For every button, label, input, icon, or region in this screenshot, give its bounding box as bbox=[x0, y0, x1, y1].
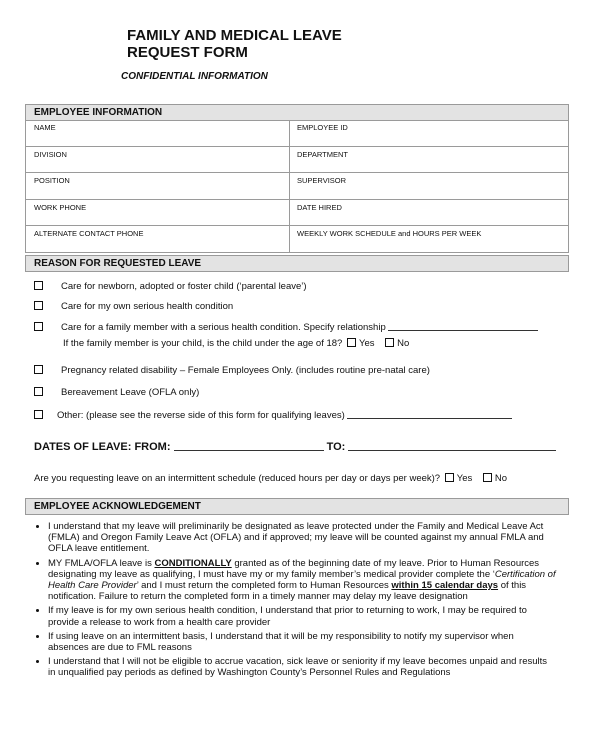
certification-text: Certification of Health Care Provider bbox=[48, 568, 556, 592]
pregnancy-label: Pregnancy related disability – Female Employees Only. (includes routine pre-natal care) bbox=[61, 365, 430, 376]
ack-item-preliminary: • I understand that my leave will preliminarily be designated as leave protected under the Family and Medical Leave Act (FMLA) and Oregon Family Leave Act (OFLA) and if approved; my leave will be counted against my annual FMLA and OFLA leave entitlement. bbox=[48, 521, 556, 555]
family-member-label: Care for a family member with a serious health condition. Specify relationship bbox=[61, 322, 386, 333]
relationship-field[interactable] bbox=[388, 321, 538, 331]
to-date-field[interactable] bbox=[348, 441, 556, 451]
acknowledgement-list bbox=[36, 521, 556, 682]
other-checkbox[interactable] bbox=[34, 410, 43, 419]
child-yes-checkbox[interactable] bbox=[347, 338, 356, 347]
title-line-1: FAMILY AND MEDICAL LEAVE bbox=[127, 27, 342, 44]
conditionally-text: CONDITIONALLY bbox=[154, 557, 232, 569]
employee-info-grid bbox=[25, 120, 569, 253]
form-title bbox=[127, 27, 342, 61]
intermittent-label: Are you requesting leave on an intermittent schedule (reduced hours per day or days per week)? bbox=[34, 473, 441, 484]
ack-item-conditional: • MY FMLA/OFLA leave is CONDITIONALLY granted as of the beginning date of my leave. Prior to Human Resources designating my leave as qualifying, I must have my or my family member’s medical provider complete the ‘Certification of Health Care Provider’ and I must return the completed form to Human Resources within 15 calendar days of this notification. Failure to return the completed form in a timely manner may delay my leave designation bbox=[48, 558, 556, 603]
child-yes-label: Yes bbox=[358, 338, 375, 349]
employee-info-row bbox=[26, 226, 568, 253]
date-hired-field[interactable]: DATE HIRED bbox=[289, 200, 568, 226]
intermittent-yes-label: Yes bbox=[456, 473, 473, 484]
parental-leave-checkbox[interactable] bbox=[34, 281, 43, 290]
dates-of-leave bbox=[34, 441, 556, 453]
intermittent-no-label: No bbox=[494, 473, 508, 484]
employee-info-row bbox=[26, 200, 568, 227]
child-under-18-question bbox=[63, 338, 409, 349]
division-field[interactable]: DIVISION bbox=[34, 149, 67, 159]
other-field[interactable] bbox=[347, 409, 512, 419]
bereavement-checkbox[interactable] bbox=[34, 387, 43, 396]
intermittent-no-checkbox[interactable] bbox=[483, 473, 492, 482]
employee-info-row bbox=[26, 120, 568, 147]
option-own-health[interactable] bbox=[34, 301, 233, 312]
acknowledgement-heading: EMPLOYEE ACKNOWLEDGEMENT bbox=[25, 498, 569, 515]
option-other[interactable] bbox=[34, 409, 512, 421]
employee-info-row bbox=[26, 173, 568, 200]
to-label: TO: bbox=[326, 441, 346, 453]
from-label: FROM: bbox=[134, 441, 171, 453]
from-date-field[interactable] bbox=[174, 441, 324, 451]
ack-item-intermittent: • If using leave on an intermittent basis, I understand that it will be my responsibility to notify my supervisor when absences are due to FML reasons bbox=[48, 631, 556, 653]
name-field[interactable]: NAME bbox=[34, 123, 56, 132]
ack-item-release: • If my leave is for my own serious health condition, I understand that prior to returning to work, I may be required to provide a release to work from a health care provider bbox=[48, 605, 556, 627]
option-pregnancy[interactable] bbox=[34, 365, 430, 376]
employee-id-field[interactable]: EMPLOYEE ID bbox=[289, 120, 568, 146]
deadline-text: within 15 calendar days bbox=[391, 580, 499, 592]
pregnancy-checkbox[interactable] bbox=[34, 365, 43, 374]
child-no-label: No bbox=[397, 338, 410, 349]
supervisor-field[interactable]: SUPERVISOR bbox=[289, 173, 568, 199]
alternate-contact-phone-field[interactable]: ALTERNATE CONTACT PHONE bbox=[34, 229, 144, 239]
option-parental-leave[interactable] bbox=[34, 281, 307, 292]
dates-label: DATES OF LEAVE: bbox=[34, 441, 132, 453]
confidential-label: CONFIDENTIAL INFORMATION bbox=[121, 71, 268, 82]
employee-info-heading: EMPLOYEE INFORMATION bbox=[25, 104, 569, 121]
intermittent-yes-checkbox[interactable] bbox=[445, 473, 454, 482]
ack-item-accrual: • I understand that I will not be eligible to accrue vacation, sick leave or seniority if my leave becomes unpaid and results in unqualified pay periods as defined by Washington County’s Personnel Rules and Regulations bbox=[48, 656, 556, 678]
own-health-label: Care for my own serious health condition bbox=[61, 301, 234, 312]
department-field[interactable]: DEPARTMENT bbox=[289, 147, 568, 173]
position-field[interactable]: POSITION bbox=[34, 176, 70, 186]
other-label: Other: (please see the reverse side of this form for qualifying leaves) bbox=[57, 410, 345, 421]
work-phone-field[interactable]: WORK PHONE bbox=[34, 202, 87, 212]
title-line-2: REQUEST FORM bbox=[127, 44, 248, 61]
intermittent-question bbox=[34, 473, 507, 484]
employee-info-row bbox=[26, 147, 568, 174]
option-bereavement[interactable] bbox=[34, 387, 199, 398]
family-member-checkbox[interactable] bbox=[34, 322, 43, 331]
bereavement-label: Bereavement Leave (OFLA only) bbox=[61, 387, 200, 398]
child-under-18-label: If the family member is your child, is the child under the age of 18? bbox=[63, 338, 343, 349]
reason-heading: REASON FOR REQUESTED LEAVE bbox=[25, 255, 569, 272]
child-no-checkbox[interactable] bbox=[385, 338, 394, 347]
parental-leave-label: Care for newborn, adopted or foster child (‘parental leave’) bbox=[61, 281, 307, 292]
option-family-member[interactable] bbox=[34, 321, 538, 333]
weekly-work-schedule-and-hours-per-week-field[interactable]: WEEKLY WORK SCHEDULE and HOURS PER WEEK bbox=[289, 226, 568, 252]
own-health-checkbox[interactable] bbox=[34, 301, 43, 310]
